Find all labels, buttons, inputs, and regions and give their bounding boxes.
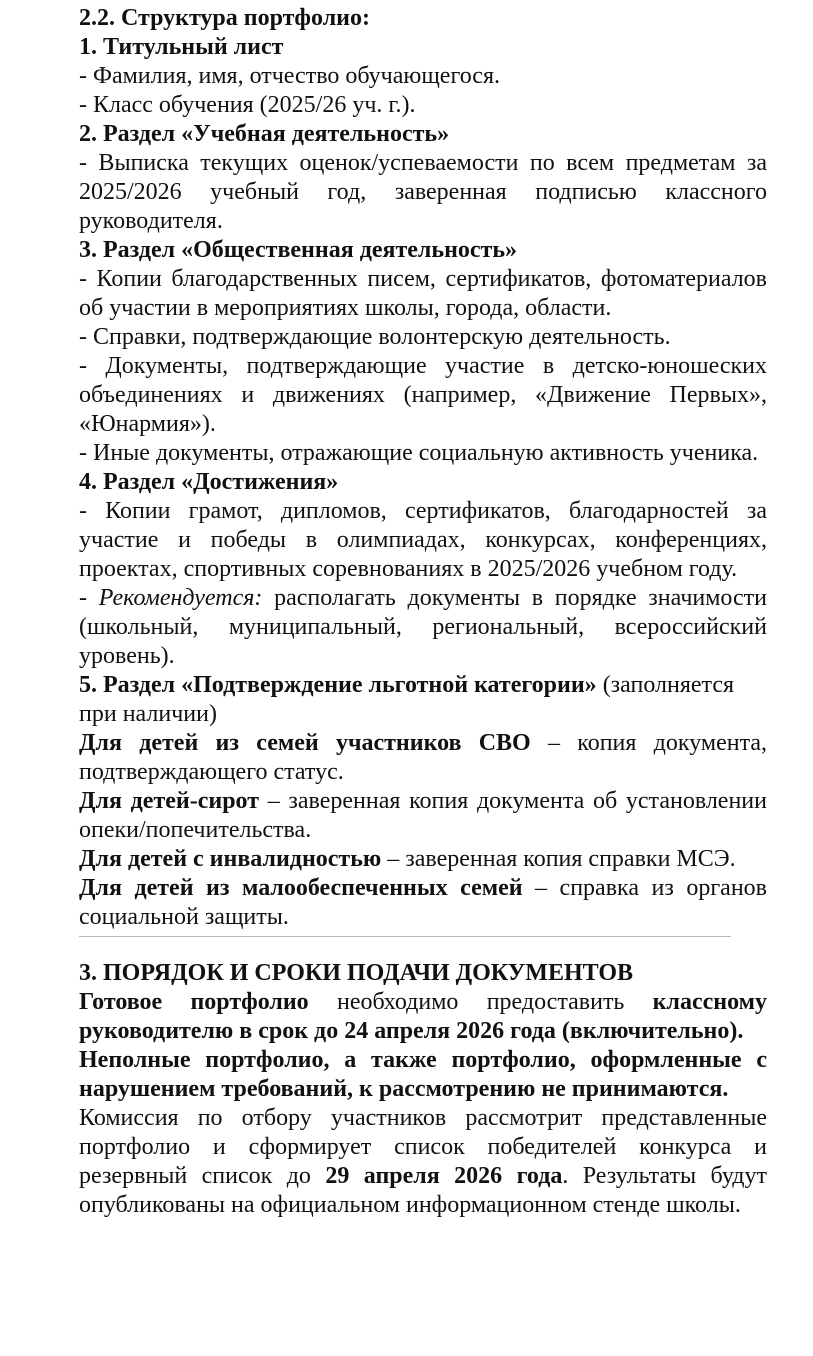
benefit-text: – заверенная копия документа об установлении опеки/попечительства.: [79, 788, 767, 843]
benefit-label: Для детей из малообеспеченных семей: [79, 875, 523, 901]
title-page-heading: 1. Титульный лист: [79, 34, 284, 60]
list-item: - Выписка текущих оценок/успеваемости по всем предметам за 2025/2026 учебный год, заверенная подписью классного руководителя.: [79, 150, 767, 234]
benefit-item: [79, 729, 767, 787]
commission-text-end: . Результаты будут опубликованы на официальном информационном стенде школы.: [79, 1163, 767, 1218]
section-divider: [79, 936, 731, 937]
results-date: 29 апреля 2026 года: [325, 1163, 563, 1189]
submission-text: необходимо предоставить: [308, 989, 653, 1015]
ready-portfolio-label: Готовое портфолио: [79, 989, 309, 1015]
benefits-section-heading-line: [79, 671, 767, 729]
commission-text: Комиссия по отбору участников рассмотрит представленные портфолио и сформирует список победителей конкурса и резервный список до: [79, 1105, 767, 1189]
benefit-item: [79, 874, 767, 932]
commission-paragraph: [79, 1104, 767, 1220]
list-item: - Копии грамот, дипломов, сертификатов, благодарностей за участие и победы в олимпиадах, конкурсах, конференциях, проектах, спортивных соревнованиях в 2025/2026 учебном году.: [79, 498, 767, 582]
benefit-text: – заверенная копия справки МСЭ.: [381, 846, 736, 872]
list-item: - Класс обучения (2025/26 уч. г.).: [79, 92, 416, 118]
academic-section-heading: 2. Раздел «Учебная деятельность»: [79, 121, 450, 147]
list-item: - Копии благодарственных писем, сертификатов, фотоматериалов об участии в мероприятиях школы, города, области.: [79, 266, 767, 321]
benefit-label: Для детей из семей участников СВО: [79, 730, 531, 756]
submission-section: [79, 959, 767, 1220]
achievements-section-heading: 4. Раздел «Достижения»: [79, 469, 339, 495]
benefit-item: [79, 787, 767, 845]
submission-paragraph: [79, 988, 767, 1046]
recommendation-text: располагать документы в порядке значимости (школьный, муниципальный, региональный, всероссийский уровень).: [79, 585, 767, 669]
list-item: - Справки, подтверждающие волонтерскую деятельность.: [79, 324, 671, 350]
benefits-heading-note: (заполняется при наличии): [79, 672, 735, 727]
incomplete-portfolio-notice: Неполные портфолио, а также портфолио, оформленные с нарушением требований, к рассмотрению не принимаются.: [79, 1047, 767, 1102]
recommendation-label: Рекомендуется:: [98, 585, 263, 611]
document-body: [79, 4, 767, 1220]
benefit-item: [79, 845, 767, 874]
portfolio-structure-heading: 2.2. Структура портфолио:: [79, 5, 370, 31]
submission-deadline: классному руководителю в срок до 24 апреля 2026 года (включительно).: [79, 989, 767, 1044]
social-section-heading: 3. Раздел «Общественная деятельность»: [79, 237, 518, 263]
benefits-section-heading: 5. Раздел «Подтверждение льготной категории»: [79, 672, 597, 698]
benefit-text: – копия документа, подтверждающего статус.: [79, 730, 768, 785]
list-item: - Иные документы, отражающие социальную активность ученика.: [79, 440, 759, 466]
list-item: - Фамилия, имя, отчество обучающегося.: [79, 63, 500, 89]
recommendation-item: [79, 584, 767, 671]
benefit-label: Для детей-сирот: [79, 788, 260, 814]
benefit-text: – справка из органов социальной защиты.: [79, 875, 767, 930]
list-item: - Документы, подтверждающие участие в детско-юношеских объединениях и движениях (например, «Движение Первых», «Юнармия»).: [79, 353, 767, 437]
submission-section-heading: 3. ПОРЯДОК И СРОКИ ПОДАЧИ ДОКУМЕНТОВ: [79, 960, 634, 986]
recommendation-dash: -: [79, 585, 99, 611]
benefit-label: Для детей с инвалидностью: [79, 846, 382, 872]
